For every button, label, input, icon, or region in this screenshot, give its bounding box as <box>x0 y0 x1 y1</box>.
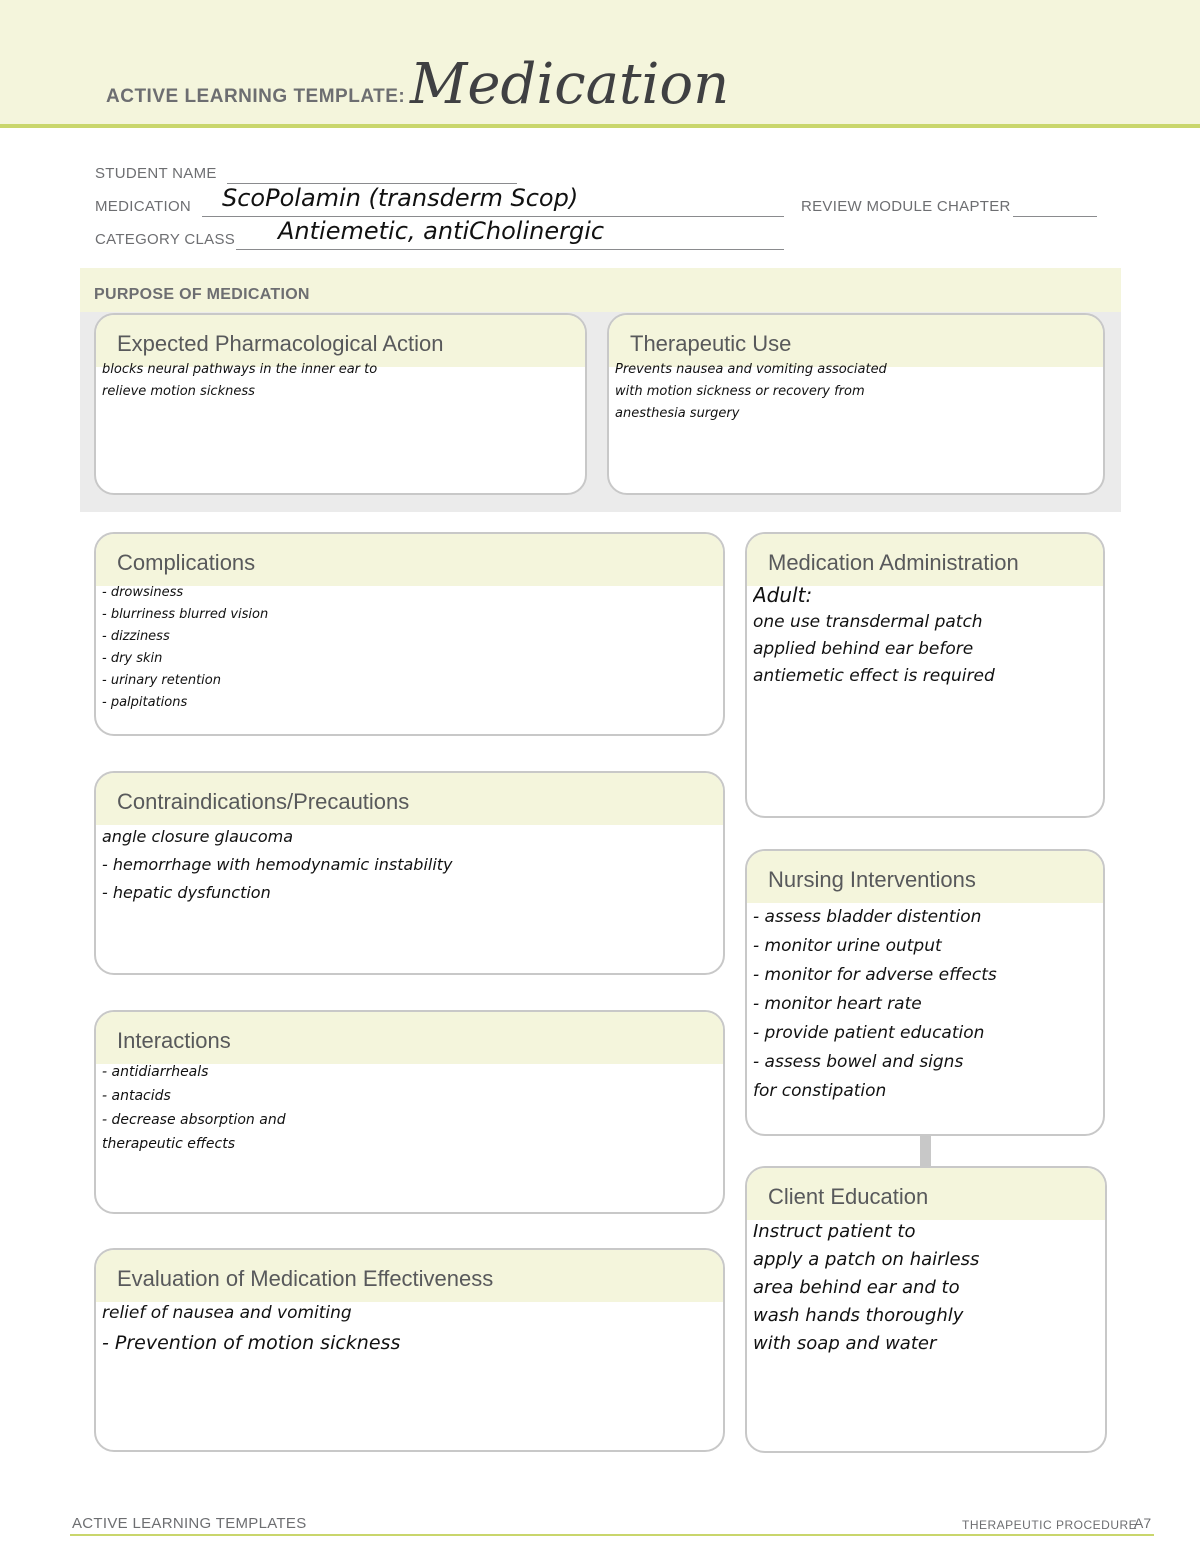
handwritten-line: - drowsiness <box>102 585 184 600</box>
card-body[interactable] <box>102 1298 717 1358</box>
medication-value: ScoPolamin (transderm Scop) <box>222 184 579 212</box>
card-body[interactable] <box>102 359 579 403</box>
category-class-value: Antiemetic, antiCholinergic <box>278 217 605 245</box>
page-number: A7 <box>1134 1515 1152 1531</box>
handwritten-line: wash hands thoroughly <box>753 1305 964 1326</box>
handwritten-line: - Prevention of motion sickness <box>102 1332 401 1354</box>
card-title: Expected Pharmacological Action <box>117 331 444 356</box>
card-body[interactable] <box>615 359 1097 425</box>
card-title: Interactions <box>117 1028 231 1053</box>
handwritten-line: - provide patient education <box>753 1023 985 1043</box>
card-body[interactable] <box>753 1218 1099 1358</box>
card-body[interactable] <box>102 1060 717 1156</box>
handwritten-line: - hepatic dysfunction <box>102 883 271 902</box>
review-module-label: REVIEW MODULE CHAPTER <box>801 198 1011 215</box>
handwritten-line: - blurriness blurred vision <box>102 607 269 622</box>
handwritten-line: with motion sickness or recovery from <box>615 384 865 399</box>
handwritten-line: for constipation <box>753 1081 887 1101</box>
card-body[interactable] <box>753 903 1097 1106</box>
handwritten-line: - antacids <box>102 1088 171 1104</box>
handwritten-line: with soap and water <box>753 1333 937 1354</box>
handwritten-line: blocks neural pathways in the inner ear to <box>102 362 378 377</box>
handwritten-line: - dizziness <box>102 629 170 644</box>
handwritten-line: area behind ear and to <box>753 1277 960 1298</box>
page-title: Medication <box>410 52 730 117</box>
card-title: Complications <box>117 550 256 575</box>
client-education-card <box>745 1166 1107 1453</box>
contraindications-card <box>94 771 725 975</box>
handwritten-line: - hemorrhage with hemodynamic instability <box>102 855 453 874</box>
handwritten-line: antiemetic effect is required <box>753 666 995 686</box>
interactions-card <box>94 1010 725 1214</box>
category-class-field[interactable] <box>236 217 784 250</box>
card-title: Nursing Interventions <box>768 867 976 892</box>
expected-action-card <box>94 313 587 495</box>
handwritten-line: anesthesia surgery <box>615 406 740 421</box>
handwritten-line: - monitor heart rate <box>753 994 922 1014</box>
handwritten-line: - palpitations <box>102 695 188 710</box>
medication-field[interactable] <box>202 184 784 217</box>
handwritten-line: Instruct patient to <box>753 1221 916 1242</box>
card-title: Therapeutic Use <box>630 331 792 356</box>
footer-right-text: THERAPEUTIC PROCEDURE <box>962 1518 1138 1532</box>
handwritten-line: applied behind ear before <box>753 639 974 659</box>
handwritten-line: relieve motion sickness <box>102 384 255 399</box>
handwritten-line: - urinary retention <box>102 673 221 688</box>
handwritten-line: relief of nausea and vomiting <box>102 1303 352 1323</box>
student-name-field[interactable] <box>227 163 517 184</box>
template-label: ACTIVE LEARNING TEMPLATE: <box>106 86 406 107</box>
handwritten-line: therapeutic effects <box>102 1136 236 1152</box>
card-title: Client Education <box>768 1184 929 1209</box>
header-rule <box>0 124 1200 128</box>
evaluation-card <box>94 1248 725 1452</box>
handwritten-line: - dry skin <box>102 651 163 666</box>
complications-card <box>94 532 725 736</box>
handwritten-line: - assess bladder distention <box>753 907 982 927</box>
handwritten-line: - monitor urine output <box>753 936 942 956</box>
review-module-field[interactable] <box>1013 196 1097 217</box>
card-title: Evaluation of Medication Effectiveness <box>117 1266 494 1291</box>
section-connector <box>920 1135 931 1167</box>
category-class-label: CATEGORY CLASS <box>95 231 236 248</box>
handwritten-line: Adult: <box>753 583 813 607</box>
card-body[interactable] <box>102 823 717 907</box>
card-title: Medication Administration <box>768 550 1019 575</box>
handwritten-line: Prevents nausea and vomiting associated <box>615 362 887 377</box>
card-body[interactable] <box>102 582 717 714</box>
card-body[interactable] <box>753 582 1097 690</box>
handwritten-line: - decrease absorption and <box>102 1112 286 1128</box>
handwritten-line: angle closure glaucoma <box>102 827 294 846</box>
footer-rule <box>70 1534 1154 1536</box>
nursing-card <box>745 849 1105 1136</box>
medication-label: MEDICATION <box>95 198 192 215</box>
card-title: Contraindications/Precautions <box>117 789 410 814</box>
handwritten-line: apply a patch on hairless <box>753 1249 980 1270</box>
administration-card <box>745 532 1105 818</box>
handwritten-line: - assess bowel and signs <box>753 1052 964 1072</box>
therapeutic-use-card <box>607 313 1105 495</box>
student-name-label: STUDENT NAME <box>95 165 217 182</box>
handwritten-line: - monitor for adverse effects <box>753 965 997 985</box>
purpose-label: PURPOSE OF MEDICATION <box>94 286 310 303</box>
handwritten-line: - antidiarrheals <box>102 1064 209 1080</box>
handwritten-line: one use transdermal patch <box>753 612 983 632</box>
footer-left-text: ACTIVE LEARNING TEMPLATES <box>72 1515 307 1532</box>
